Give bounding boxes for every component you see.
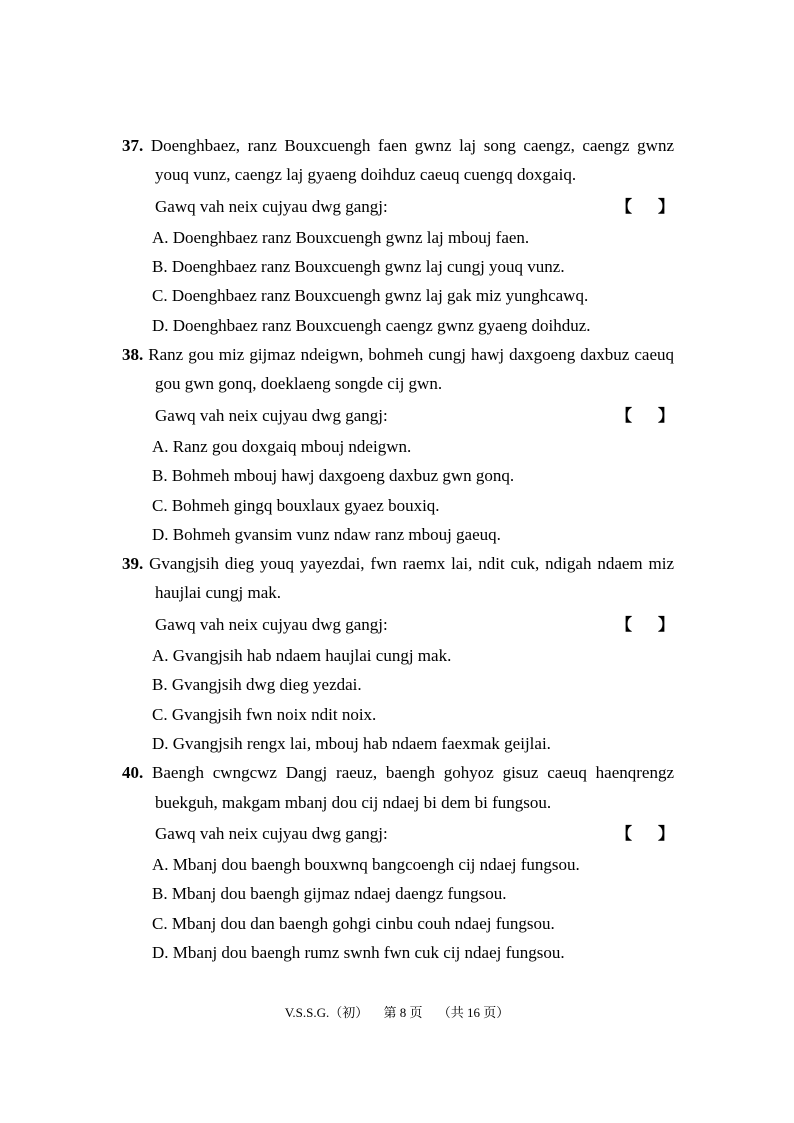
- question-stem: [122, 340, 674, 399]
- option-list: [152, 223, 674, 340]
- option-b: B. Doenghbaez ranz Bouxcuengh gwnz laj cungj youq vunz.: [152, 257, 565, 277]
- option-list: [152, 641, 674, 758]
- question-stem: [122, 549, 674, 608]
- option-b: B. Gvangjsih dwg dieg yezdai.: [152, 675, 362, 695]
- page-footer: [0, 1002, 794, 1021]
- prompt-text: Gawq vah neix cujyau dwg gangj:: [155, 614, 388, 634]
- option-a: A. Mbanj dou baengh bouxwnq bangcoengh cij ndaej fungsou.: [152, 855, 580, 875]
- answer-bracket: [616, 192, 674, 221]
- option-c: C. Mbanj dou dan baengh gohgi cinbu couh ndaej fungsou.: [152, 913, 555, 933]
- question-prompt: [155, 819, 674, 848]
- option-b: B. Mbanj dou baengh gijmaz ndaej daengz fungsou.: [152, 884, 507, 904]
- option-list: [152, 850, 674, 967]
- question-text: Gvangjsih dieg youq yayezdai, fwn raemx lai, ndit cuk, ndigah ndaem miz haujlai cungj mak.: [149, 554, 674, 603]
- question-40: [122, 758, 674, 967]
- option-c: C. Gvangjsih fwn noix ndit noix.: [152, 704, 377, 724]
- question-text: Baengh cwngcwz Dangj raeuz, baengh gohyoz gisuz caeuq haenqrengz buekguh, makgam mbanj dou cij ndaej bi dem bi fungsou.: [152, 763, 674, 812]
- prompt-text: Gawq vah neix cujyau dwg gangj:: [155, 405, 388, 425]
- question-38: [122, 340, 674, 549]
- bracket-close: 】: [657, 196, 674, 216]
- option-d: D. Bohmeh gvansim vunz ndaw ranz mbouj gaeuq.: [152, 524, 501, 544]
- question-text: Ranz gou miz gijmaz ndeigwn, bohmeh cungj hawj daxgoeng daxbuz caeuq gou gwn gonq, doeklaeng songde cij gwn.: [148, 345, 675, 394]
- prompt-text: Gawq vah neix cujyau dwg gangj:: [155, 196, 388, 216]
- option-d: D. Doenghbaez ranz Bouxcuengh caengz gwnz gyaeng doihduz.: [152, 315, 591, 335]
- question-number: 39.: [122, 554, 144, 574]
- question-list: [122, 131, 674, 967]
- bracket-open: 【: [615, 614, 632, 634]
- bracket-open: 【: [615, 405, 632, 425]
- question-prompt: [155, 192, 674, 221]
- question-stem: [122, 758, 674, 817]
- prompt-text: Gawq vah neix cujyau dwg gangj:: [155, 823, 388, 843]
- page-total: （共 16 页）: [437, 1005, 510, 1020]
- option-c: C. Bohmeh gingq bouxlaux gyaez bouxiq.: [152, 495, 440, 515]
- question-number: 37.: [122, 136, 144, 155]
- option-a: A. Ranz gou doxgaiq mbouj ndeigwn.: [152, 436, 412, 456]
- question-39: [122, 549, 674, 758]
- page-number: 第 8 页: [383, 1005, 423, 1020]
- bracket-open: 【: [615, 823, 632, 843]
- question-stem: [122, 131, 674, 190]
- option-list: [152, 432, 674, 549]
- option-b: B. Bohmeh mbouj hawj daxgoeng daxbuz gwn gonq.: [152, 466, 515, 486]
- answer-bracket: [616, 819, 674, 848]
- option-a: A. Gvangjsih hab ndaem haujlai cungj mak.: [152, 646, 452, 666]
- option-d: D. Gvangjsih rengx lai, mbouj hab ndaem faexmak geijlai.: [152, 733, 551, 753]
- option-a: A. Doenghbaez ranz Bouxcuengh gwnz laj mbouj faen.: [152, 227, 530, 247]
- option-c: C. Doenghbaez ranz Bouxcuengh gwnz laj gak miz yunghcawq.: [152, 286, 589, 306]
- exam-code: V.S.S.G.（初）: [284, 1005, 369, 1020]
- answer-bracket: [616, 610, 674, 639]
- question-prompt: [155, 610, 674, 639]
- bracket-close: 】: [657, 405, 674, 425]
- question-prompt: [155, 401, 674, 430]
- question-37: [122, 131, 674, 340]
- option-d: D. Mbanj dou baengh rumz swnh fwn cuk cij ndaej fungsou.: [152, 943, 565, 963]
- bracket-close: 】: [657, 614, 674, 634]
- question-text: Doenghbaez, ranz Bouxcuengh faen gwnz laj song caengz, caengz gwnz youq vunz, caengz laj gyaeng doihduz caeuq cuengq doxgaiq.: [150, 136, 674, 185]
- question-number: 38.: [122, 345, 144, 365]
- question-number: 40.: [122, 763, 144, 783]
- bracket-close: 】: [657, 823, 674, 843]
- answer-bracket: [616, 401, 674, 430]
- bracket-open: 【: [615, 196, 632, 216]
